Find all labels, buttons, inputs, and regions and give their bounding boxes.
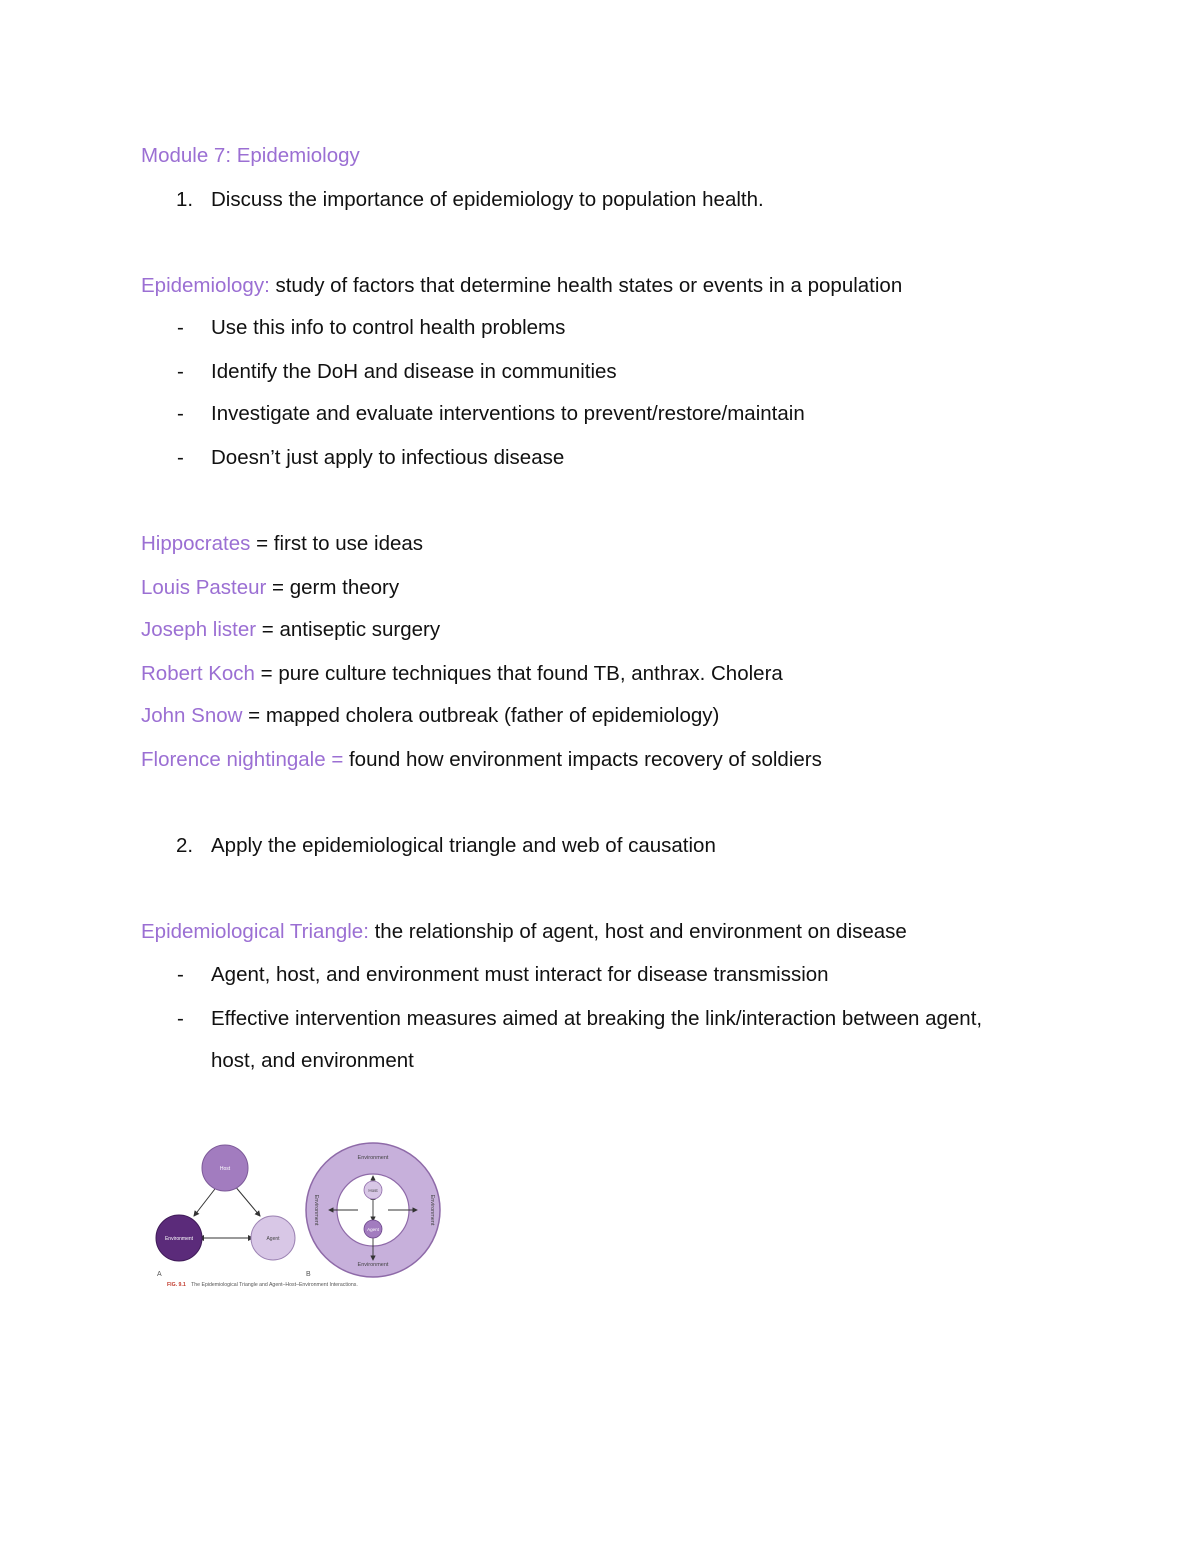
objective-text: Discuss the importance of epidemiology to population health.	[211, 188, 764, 211]
person-desc: found how environment impacts recovery of soldiers	[348, 748, 822, 771]
person-name: Florence nightingale =	[141, 748, 349, 771]
person-sep: =	[242, 704, 266, 727]
panel-b-letter: B	[306, 1271, 311, 1278]
agent-small-label: Agent	[367, 1227, 379, 1232]
objective-text: Apply the epidemiological triangle and web of causation	[211, 834, 716, 857]
list-item: Doesn’t just apply to infectious disease	[211, 446, 565, 469]
outer-environment-bottom-label: Environment	[357, 1262, 389, 1268]
person-desc: pure culture techniques that found TB, anthrax. Cholera	[278, 662, 783, 685]
panel-a	[156, 1145, 295, 1278]
bullet-dash: -	[177, 402, 184, 425]
triangle-definition-text: the relationship of agent, host and environment on disease	[368, 920, 907, 943]
list-item: Use this info to control health problems	[211, 316, 566, 339]
list-item: Effective intervention measures aimed at breaking the link/interaction between agent,	[211, 1007, 983, 1030]
person-entry	[141, 747, 822, 773]
epidemiology-term: Epidemiology:	[141, 274, 270, 297]
epidemiology-definition	[141, 273, 902, 299]
host-label: Host	[219, 1166, 231, 1172]
epidemiology-definition-text: study of factors that determine health states or events in a population	[269, 274, 903, 297]
environment-label: Environment	[164, 1236, 194, 1242]
person-name: Louis Pasteur	[141, 576, 267, 599]
module-title: Module 7: Epidemiology	[141, 144, 360, 167]
person-sep: =	[250, 532, 274, 555]
triangle-term: Epidemiological Triangle:	[141, 920, 369, 943]
bullet-dash: -	[177, 360, 184, 383]
person-sep: =	[266, 576, 290, 599]
person-entry	[141, 703, 719, 729]
outer-environment-left-label: Environment	[313, 1194, 319, 1226]
outer-environment-top-label: Environment	[357, 1155, 389, 1161]
person-sep: =	[254, 662, 279, 685]
person-desc: antiseptic surgery	[279, 618, 441, 641]
host-small-label: Host	[368, 1188, 378, 1193]
figure-caption-text: The Epidemiological Triangle and Agent–Host–Environment Interactions.	[191, 1282, 358, 1288]
list-item: Identify the DoH and disease in communities	[211, 360, 617, 383]
bullet-dash: -	[177, 1007, 184, 1030]
bullet-dash: -	[177, 446, 184, 469]
objective-number: 1.	[176, 188, 194, 211]
epidemiological-triangle-figure	[148, 1138, 448, 1293]
panel-a-letter: A	[157, 1271, 162, 1278]
figure-caption	[167, 1282, 358, 1288]
panel-b	[306, 1143, 440, 1278]
list-item-continuation: host, and environment	[211, 1049, 414, 1072]
person-entry	[141, 617, 440, 643]
host-agent-arrow	[234, 1185, 260, 1216]
list-item: Investigate and evaluate interventions to prevent/restore/maintain	[211, 402, 805, 425]
bullet-dash: -	[177, 316, 184, 339]
person-entry	[141, 575, 399, 601]
person-name: Hippocrates	[141, 532, 251, 555]
agent-label: Agent	[266, 1236, 280, 1242]
person-desc: germ theory	[289, 576, 400, 599]
person-name: Robert Koch	[141, 662, 255, 685]
host-environment-arrow	[194, 1185, 218, 1216]
person-entry	[141, 531, 423, 557]
figure-caption-number: FIG. 9.1	[167, 1282, 186, 1288]
objective-number: 2.	[176, 834, 194, 857]
person-desc: first to use ideas	[273, 532, 424, 555]
person-entry	[141, 661, 783, 687]
person-name: John Snow	[141, 704, 243, 727]
list-item: Agent, host, and environment must interact for disease transmission	[211, 963, 829, 986]
person-sep: =	[256, 618, 280, 641]
outer-environment-right-label: Environment	[429, 1194, 435, 1226]
triangle-definition	[141, 919, 907, 945]
bullet-dash: -	[177, 963, 184, 986]
person-desc: mapped cholera outbreak (father of epidemiology)	[265, 704, 720, 727]
person-name: Joseph lister	[141, 618, 257, 641]
